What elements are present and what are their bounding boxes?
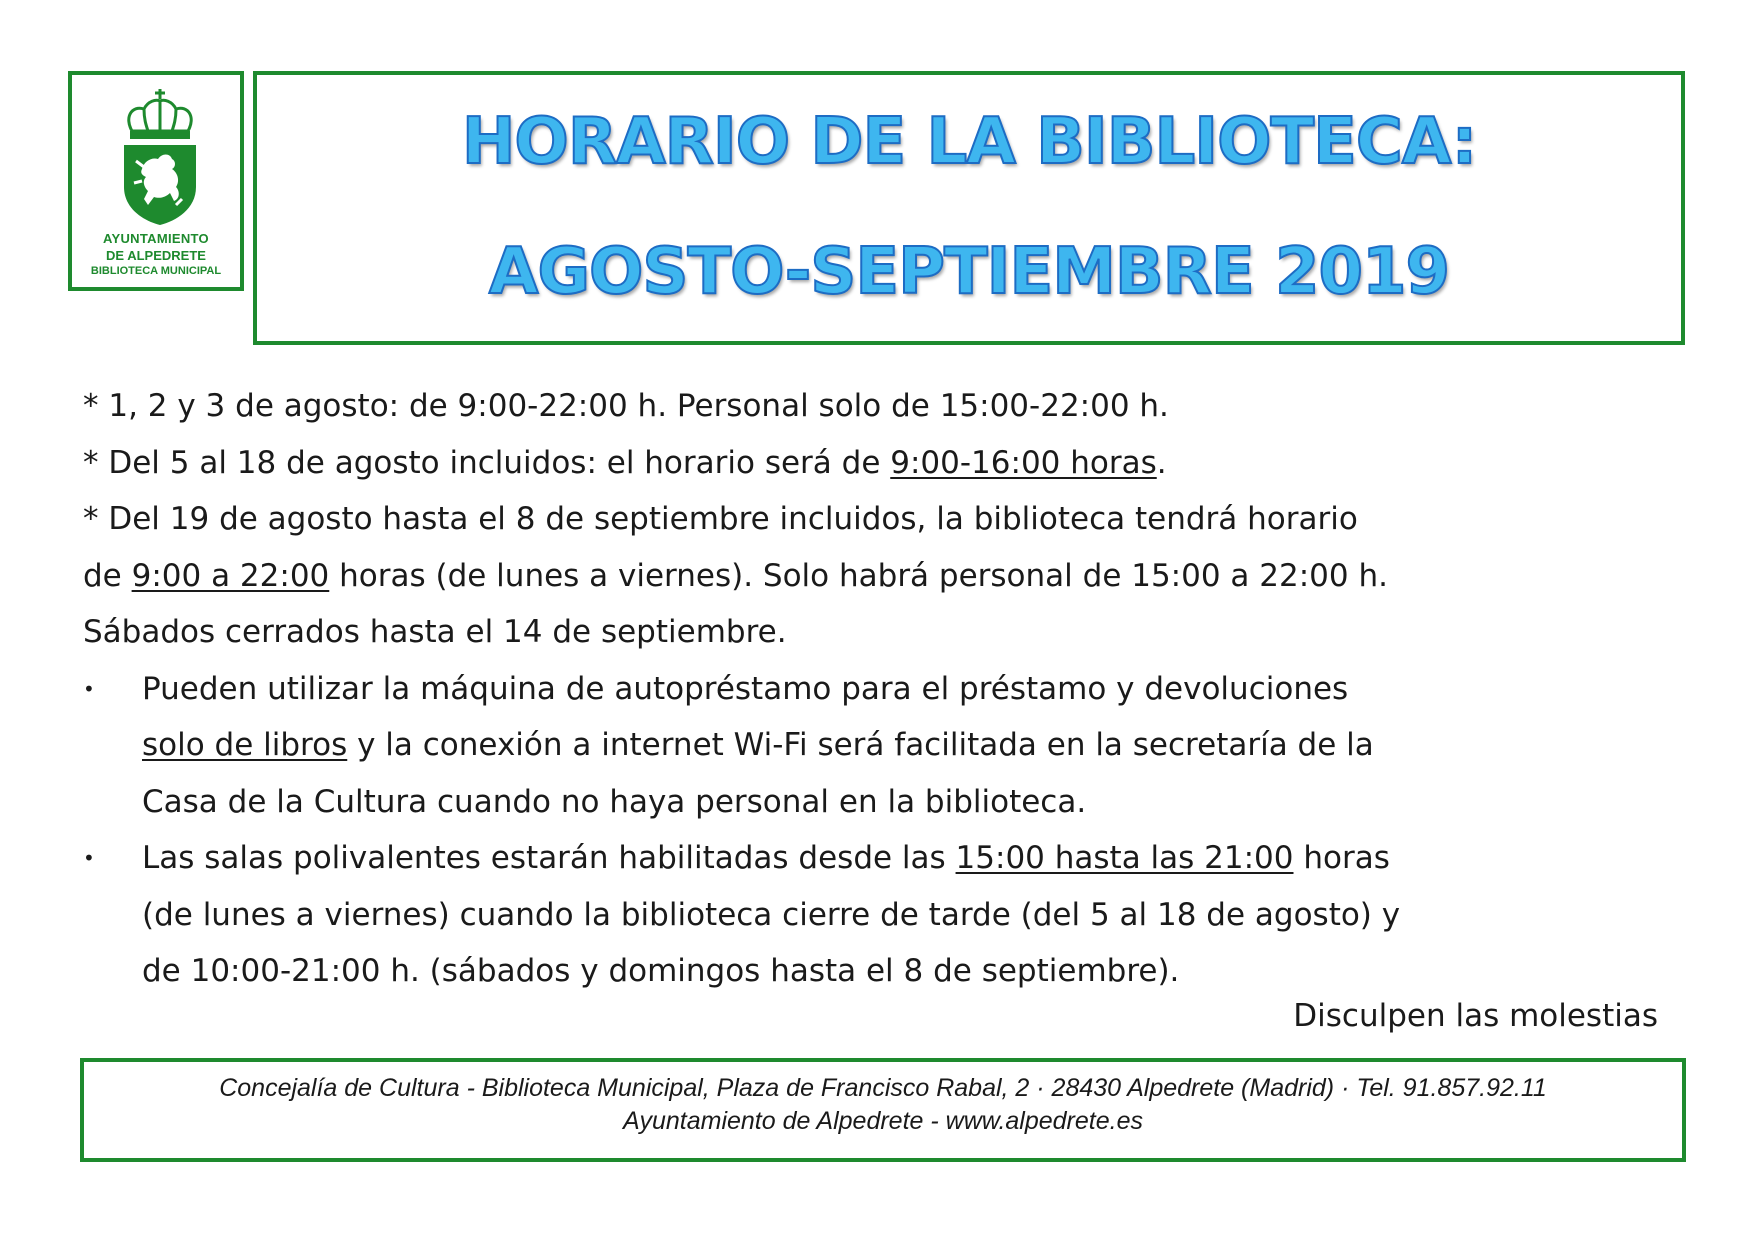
- paragraph-3-underlined: 9:00 a 22:00: [131, 557, 330, 594]
- bullet-2-line-1: [142, 830, 1683, 887]
- bullet-icon: •: [83, 846, 95, 870]
- closing-note: Disculpen las molestias: [1293, 998, 1658, 1034]
- paragraph-2-text: * Del 5 al 18 de agosto incluidos: el horario será de: [83, 444, 891, 481]
- bullet-2-line-2: (de lunes a viernes) cuando la biblioteca cierre de tarde (del 5 al 18 de agosto) y: [142, 896, 1401, 933]
- footer-box: [80, 1058, 1686, 1162]
- bullet-1-line-2-end: y la conexión a internet Wi-Fi será facilitada en la secretaría de la: [347, 727, 1374, 763]
- coat-of-arms-icon: [114, 87, 206, 227]
- logo-line-1: AYUNTAMIENTO: [103, 231, 209, 246]
- list-item: [83, 661, 1683, 831]
- list-item: [83, 830, 1683, 1000]
- bullet-2-line-3: de 10:00-21:00 h. (sábados y domingos hasta el 8 de septiembre).: [142, 953, 1180, 989]
- paragraph-2: [83, 435, 1683, 492]
- bullet-2-line-1-end: horas: [1293, 840, 1390, 876]
- paragraph-3-line-2: [83, 548, 1683, 605]
- paragraph-3-line-3: Sábados cerrados hasta el 14 de septiembre.: [83, 614, 787, 650]
- title-line-2: AGOSTO-SEPTIEMBRE 2019: [488, 235, 1450, 309]
- paragraph-2-end: .: [1156, 444, 1167, 481]
- paragraph-2-underlined: 9:00-16:00 horas: [890, 444, 1157, 481]
- schedule-body: [83, 378, 1683, 1000]
- bullet-1-line-1: Pueden utilizar la máquina de autopréstamo para el préstamo y devoluciones: [142, 670, 1349, 707]
- bullet-list: [83, 661, 1683, 1000]
- paragraph-3-line-1: * Del 19 de agosto hasta el 8 de septiembre incluidos, la biblioteca tendrá horario: [83, 501, 1358, 537]
- bullet-1-line-3: Casa de la Cultura cuando no haya personal en la biblioteca.: [142, 783, 1087, 820]
- bullet-icon: •: [83, 676, 95, 701]
- logo-line-2: DE ALPEDRETE: [106, 248, 206, 263]
- bullet-1-line-2: [142, 717, 1683, 774]
- bullet-1-underlined: solo de libros: [142, 727, 348, 763]
- bullet-2-underlined: 15:00 hasta las 21:00: [955, 840, 1294, 876]
- bullet-2-line-1-start: Las salas polivalentes estarán habilitadas desde las: [142, 840, 956, 876]
- footer-line-1: Concejalía de Cultura - Biblioteca Municipal, Plaza de Francisco Rabal, 2 · 28430 Alpedrete (Madrid) · Tel. 91.857.92.11: [219, 1074, 1547, 1102]
- paragraph-3-line-2-start: de: [83, 557, 132, 594]
- title-box: [253, 71, 1685, 345]
- logo-line-3: BIBLIOTECA MUNICIPAL: [90, 265, 222, 277]
- logo-box: [68, 71, 244, 291]
- paragraph-1: * 1, 2 y 3 de agosto: de 9:00-22:00 h. Personal solo de 15:00-22:00 h.: [83, 388, 1169, 424]
- title-line-1: HORARIO DE LA BIBLIOTECA:: [461, 105, 1477, 179]
- footer-line-2: Ayuntamiento de Alpedrete - www.alpedrete.es: [623, 1107, 1143, 1135]
- paragraph-3-line-2-end: horas (de lunes a viernes). Solo habrá personal de 15:00 a 22:00 h.: [329, 557, 1388, 594]
